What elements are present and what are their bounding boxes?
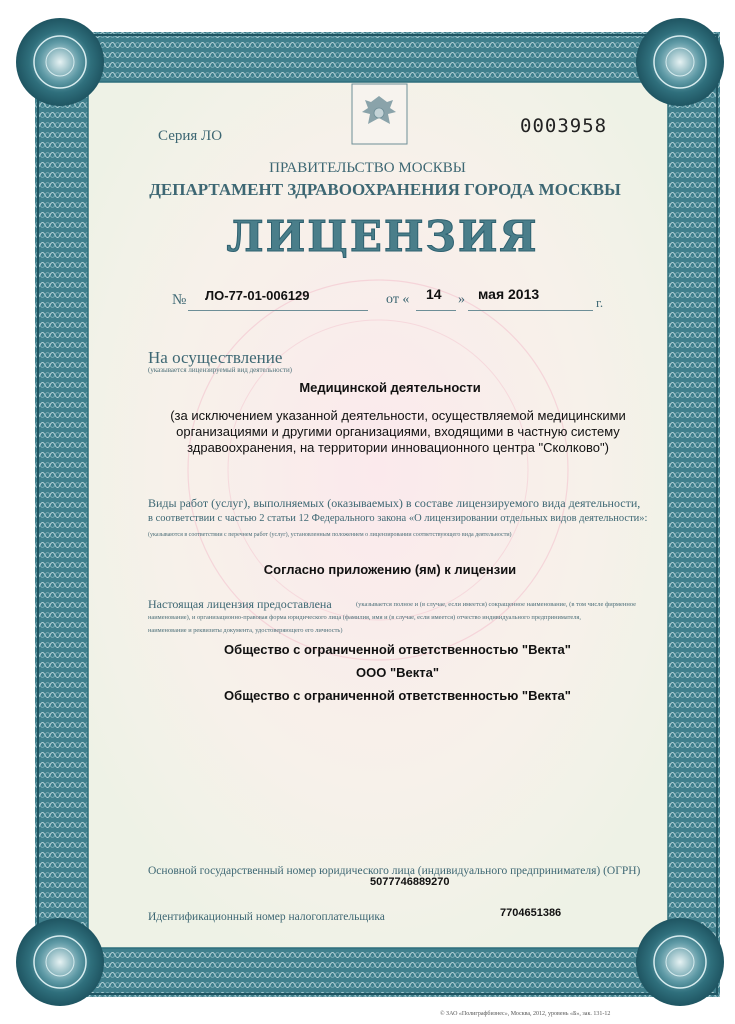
granted-hint-1: (указывается полное и (в случае, если имеется) сокращенное наименование, (в том числе фирменное xyxy=(356,601,637,608)
activity-heading: На осуществление xyxy=(148,348,283,367)
series-label: Серия ЛО xyxy=(158,128,223,144)
organization-short-name: ООО "Векта" xyxy=(356,665,439,680)
granted-hint-3: наименование и реквизиты документа, удостоверяющего его личность) xyxy=(148,627,343,634)
document-title: ЛИЦЕНЗИЯ xyxy=(226,212,539,261)
date-month-year: мая 2013 xyxy=(478,286,540,302)
activity-exclusion: (за исключением указанной деятельности, осуществляемой медицинскими организациями и другими организациями, входящими в частную систему здравоохранения, на территории инновационного центра "Сколково") xyxy=(170,408,626,455)
ogrn-value: 5077746889270 xyxy=(370,876,450,888)
date-mid: » xyxy=(458,292,465,307)
date-day: 14 xyxy=(426,286,442,302)
corner-rosette-icon xyxy=(636,18,724,106)
works-value: Согласно приложению (ям) к лицензии xyxy=(263,562,517,577)
works-line-2: в соответствии с частью 2 статьи 12 Федерального закона «О лицензировании отдельных видов деятельности»: xyxy=(148,513,648,524)
activity-value: Медицинской деятельности xyxy=(299,380,481,395)
granted-hint-2: наименование), и организационно-правовая форма юридического лица (фамилия, имя и (в случае, если имеется) отчество индивидуального предпринимателя, xyxy=(148,614,581,621)
government-name: ПРАВИТЕЛЬСТВО МОСКВЫ xyxy=(269,160,466,176)
license-number: ЛО-77-01-006129 xyxy=(205,288,310,303)
activity-hint: (указывается лицензируемый вид деятельности) xyxy=(148,366,293,374)
inn-label: Идентификационный номер налогоплательщика xyxy=(148,911,385,923)
granted-label: Настоящая лицензия предоставлена xyxy=(148,597,332,611)
corner-rosette-icon xyxy=(16,18,104,106)
works-line-1: Виды работ (услуг), выполняемых (оказываемых) в составе лицензируемого вида деятельности, xyxy=(148,496,641,510)
organization-full-name: Общество с ограниченной ответственностью "Векта" xyxy=(224,642,571,657)
coat-of-arms-icon xyxy=(352,84,407,144)
inn-value: 7704651386 xyxy=(500,907,562,919)
department-name: ДЕПАРТАМЕНТ ЗДРАВООХРАНЕНИЯ ГОРОДА МОСКВЫ xyxy=(149,180,621,199)
footer-imprint: © ЗАО «Полиграфбизнес», Москва, 2012, уровень «Б», зак. 131-12 xyxy=(440,1011,611,1017)
organization-brand-name: Общество с ограниченной ответственностью "Векта" xyxy=(224,688,571,703)
date-from: от « xyxy=(386,292,410,307)
number-sign: № xyxy=(172,292,187,308)
corner-rosette-icon xyxy=(636,918,724,1006)
serial-number: 0003958 xyxy=(520,115,608,137)
works-hint: (указываются в соответствии с перечнем работ (услуг), установленным положением о лицензировании соответствующего вида деятельности) xyxy=(148,532,512,538)
date-year-suffix: г. xyxy=(596,295,604,310)
corner-rosette-icon xyxy=(16,918,104,1006)
ogrn-label: Основной государственный номер юридического лица (индивидуального предпринимателя) (ОГРН) xyxy=(148,865,641,877)
